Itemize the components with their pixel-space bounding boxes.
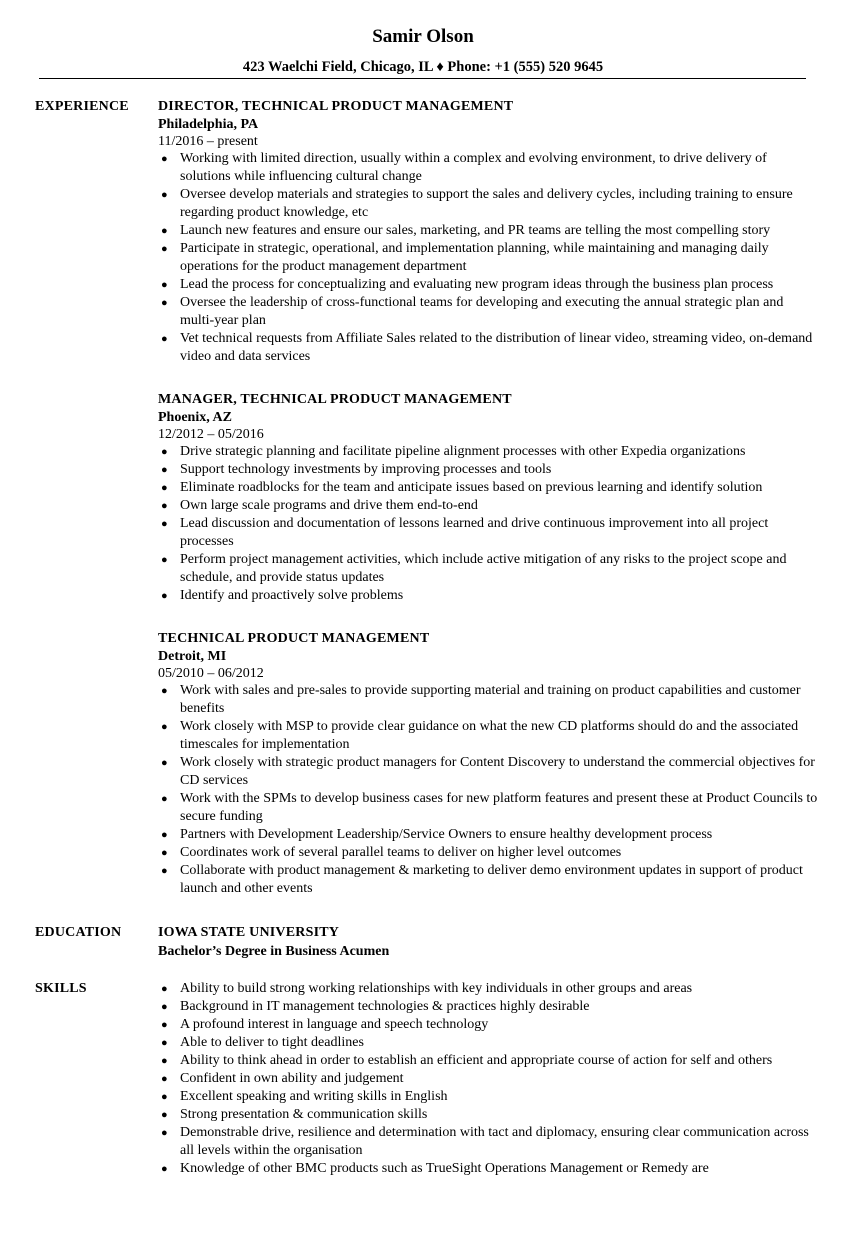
job-title: TECHNICAL PRODUCT MANAGEMENT [158, 631, 430, 646]
bullet-dot-icon: ● [161, 279, 168, 291]
contact-line: 423 Waelchi Field, Chicago, IL ♦ Phone: +1 (555) 520 9645 [242, 59, 604, 75]
bullet-item [158, 240, 818, 276]
skill-item [158, 1070, 818, 1088]
bullet-dot-icon: ● [161, 847, 168, 859]
bullet-text: Vet technical requests from Affiliate Sales related to the distribution of linear video, streaming video, on-demand video and data services [180, 331, 813, 364]
skills-heading: SKILLS [35, 981, 87, 996]
bullet-text: Eliminate roadblocks for the team and anticipate issues based on previous learning and identify solution [180, 480, 763, 495]
bullet-item [158, 844, 818, 862]
bullet-text: Oversee the leadership of cross-functional teams for developing and executing the annual strategic plan and multi-year plan [180, 295, 784, 328]
skill-text: Knowledge of other BMC products such as TrueSight Operations Management or Remedy are [180, 1161, 709, 1176]
skill-item [158, 980, 818, 998]
skill-item [158, 1016, 818, 1034]
job-dates: 12/2012 – 05/2016 [158, 427, 264, 442]
bullet-text: Launch new features and ensure our sales, marketing, and PR teams are telling the most compelling story [180, 223, 771, 238]
bullet-dot-icon: ● [161, 829, 168, 841]
bullet-text: Work closely with MSP to provide clear guidance on what the new CD platforms should do and the associated timescales for implementation [180, 719, 799, 752]
job-location: Philadelphia, PA [158, 117, 259, 132]
skill-text: A profound interest in language and speech technology [180, 1017, 489, 1032]
job-dates: 05/2010 – 06/2012 [158, 666, 264, 681]
degree: Bachelor’s Degree in Business Acumen [158, 944, 390, 959]
bullet-item [158, 718, 818, 754]
bullet-text: Drive strategic planning and facilitate pipeline alignment processes with other Expedia organizations [180, 444, 746, 459]
bullet-dot-icon: ● [161, 1127, 168, 1139]
bullet-dot-icon: ● [161, 983, 168, 995]
bullet-dot-icon: ● [161, 333, 168, 345]
bullet-text: Working with limited direction, usually within a complex and evolving environment, to drive delivery of solutions while influencing cultural change [180, 151, 767, 184]
bullet-text: Perform project management activities, which include active mitigation of any risks to the project scope and schedule, and provide status updates [180, 552, 787, 585]
header-divider [39, 78, 806, 79]
bullet-dot-icon: ● [161, 482, 168, 494]
bullet-item [158, 682, 818, 718]
skill-text: Strong presentation & communication skills [180, 1107, 428, 1122]
bullet-dot-icon: ● [161, 225, 168, 237]
bullet-dot-icon: ● [161, 1109, 168, 1121]
bullet-item [158, 790, 818, 826]
bullet-text: Identify and proactively solve problems [180, 588, 404, 603]
job-bullets [158, 443, 818, 605]
bullet-dot-icon: ● [161, 446, 168, 458]
bullet-item [158, 515, 818, 551]
school-name: IOWA STATE UNIVERSITY [158, 925, 340, 940]
skill-text: Confident in own ability and judgement [180, 1071, 404, 1086]
skill-text: Ability to think ahead in order to establish an efficient and appropriate course of action for self and others [180, 1053, 773, 1068]
skills-body [158, 980, 818, 1178]
bullet-item [158, 479, 818, 497]
job-bullets [158, 682, 818, 898]
bullet-text: Work closely with strategic product managers for Content Discovery to understand the commercial objectives for CD services [180, 755, 815, 788]
bullet-dot-icon: ● [161, 1163, 168, 1175]
bullet-dot-icon: ● [161, 685, 168, 697]
job-entry [158, 98, 818, 366]
skill-item [158, 1106, 818, 1124]
skill-text: Background in IT management technologies & practices highly desirable [180, 999, 590, 1014]
bullet-dot-icon: ● [161, 1055, 168, 1067]
bullet-item [158, 186, 818, 222]
bullet-item [158, 330, 818, 366]
bullet-dot-icon: ● [161, 1001, 168, 1013]
skill-text: Excellent speaking and writing skills in English [180, 1089, 448, 1104]
bullet-text: Participate in strategic, operational, and implementation planning, while maintaining and managing daily operations for the product management department [180, 241, 769, 274]
bullet-dot-icon: ● [161, 865, 168, 877]
bullet-dot-icon: ● [161, 189, 168, 201]
experience-heading: EXPERIENCE [35, 99, 129, 114]
skill-item [158, 1160, 818, 1178]
skill-item [158, 1088, 818, 1106]
bullet-item [158, 150, 818, 186]
bullet-text: Work with sales and pre-sales to provide supporting material and training on product capabilities and customer benefits [180, 683, 801, 716]
bullet-dot-icon: ● [161, 1019, 168, 1031]
bullet-text: Coordinates work of several parallel teams to deliver on higher level outcomes [180, 845, 622, 860]
bullet-dot-icon: ● [161, 721, 168, 733]
bullet-dot-icon: ● [161, 1091, 168, 1103]
job-title: MANAGER, TECHNICAL PRODUCT MANAGEMENT [158, 392, 512, 407]
bullet-item [158, 443, 818, 461]
bullet-dot-icon: ● [161, 153, 168, 165]
skill-text: Demonstrable drive, resilience and determination with tact and diplomacy, ensuring clear communication across all levels within the organisation [180, 1125, 809, 1158]
job-bullets [158, 150, 818, 366]
bullet-item [158, 497, 818, 515]
skill-item [158, 998, 818, 1016]
bullet-text: Lead the process for conceptualizing and evaluating new program ideas through the business plan process [180, 277, 774, 292]
job-entry [158, 630, 818, 898]
bullet-item [158, 276, 818, 294]
skill-item [158, 1034, 818, 1052]
bullet-text: Lead discussion and documentation of lessons learned and drive continuous improvement into all project processes [180, 516, 769, 549]
bullet-dot-icon: ● [161, 793, 168, 805]
experience-list [158, 98, 818, 923]
bullet-item [158, 862, 818, 898]
bullet-dot-icon: ● [161, 518, 168, 530]
skill-item [158, 1052, 818, 1070]
bullet-dot-icon: ● [161, 464, 168, 476]
job-title: DIRECTOR, TECHNICAL PRODUCT MANAGEMENT [158, 99, 514, 114]
skill-text: Able to deliver to tight deadlines [180, 1035, 364, 1050]
bullet-dot-icon: ● [161, 243, 168, 255]
bullet-dot-icon: ● [161, 1037, 168, 1049]
candidate-name: Samir Olson [372, 26, 474, 47]
education-heading: EDUCATION [35, 925, 122, 940]
bullet-text: Oversee develop materials and strategies to support the sales and delivery cycles, including training to ensure regarding product knowledge, etc [180, 187, 793, 220]
bullet-item [158, 754, 818, 790]
bullet-dot-icon: ● [161, 757, 168, 769]
bullet-item [158, 222, 818, 240]
job-dates: 11/2016 – present [158, 134, 258, 149]
bullet-dot-icon: ● [161, 297, 168, 309]
skill-item [158, 1124, 818, 1160]
bullet-item [158, 461, 818, 479]
bullet-text: Own large scale programs and drive them end-to-end [180, 498, 478, 513]
bullet-text: Partners with Development Leadership/Service Owners to ensure healthy development process [180, 827, 713, 842]
bullet-item [158, 826, 818, 844]
bullet-dot-icon: ● [161, 554, 168, 566]
bullet-dot-icon: ● [161, 1073, 168, 1085]
skill-text: Ability to build strong working relationships with key individuals in other groups and areas [180, 981, 693, 996]
bullet-dot-icon: ● [161, 590, 168, 602]
skills-list [158, 980, 818, 1178]
bullet-text: Support technology investments by improving processes and tools [180, 462, 552, 477]
bullet-item [158, 551, 818, 587]
education-body [158, 924, 818, 962]
job-entry [158, 391, 818, 605]
bullet-text: Work with the SPMs to develop business cases for new platform features and present these at Product Councils to secure funding [180, 791, 818, 824]
bullet-text: Collaborate with product management & marketing to deliver demo environment updates in support of product launch and other events [180, 863, 803, 896]
job-location: Detroit, MI [158, 649, 227, 664]
bullet-item [158, 587, 818, 605]
bullet-item [158, 294, 818, 330]
job-location: Phoenix, AZ [158, 410, 232, 425]
bullet-dot-icon: ● [161, 500, 168, 512]
